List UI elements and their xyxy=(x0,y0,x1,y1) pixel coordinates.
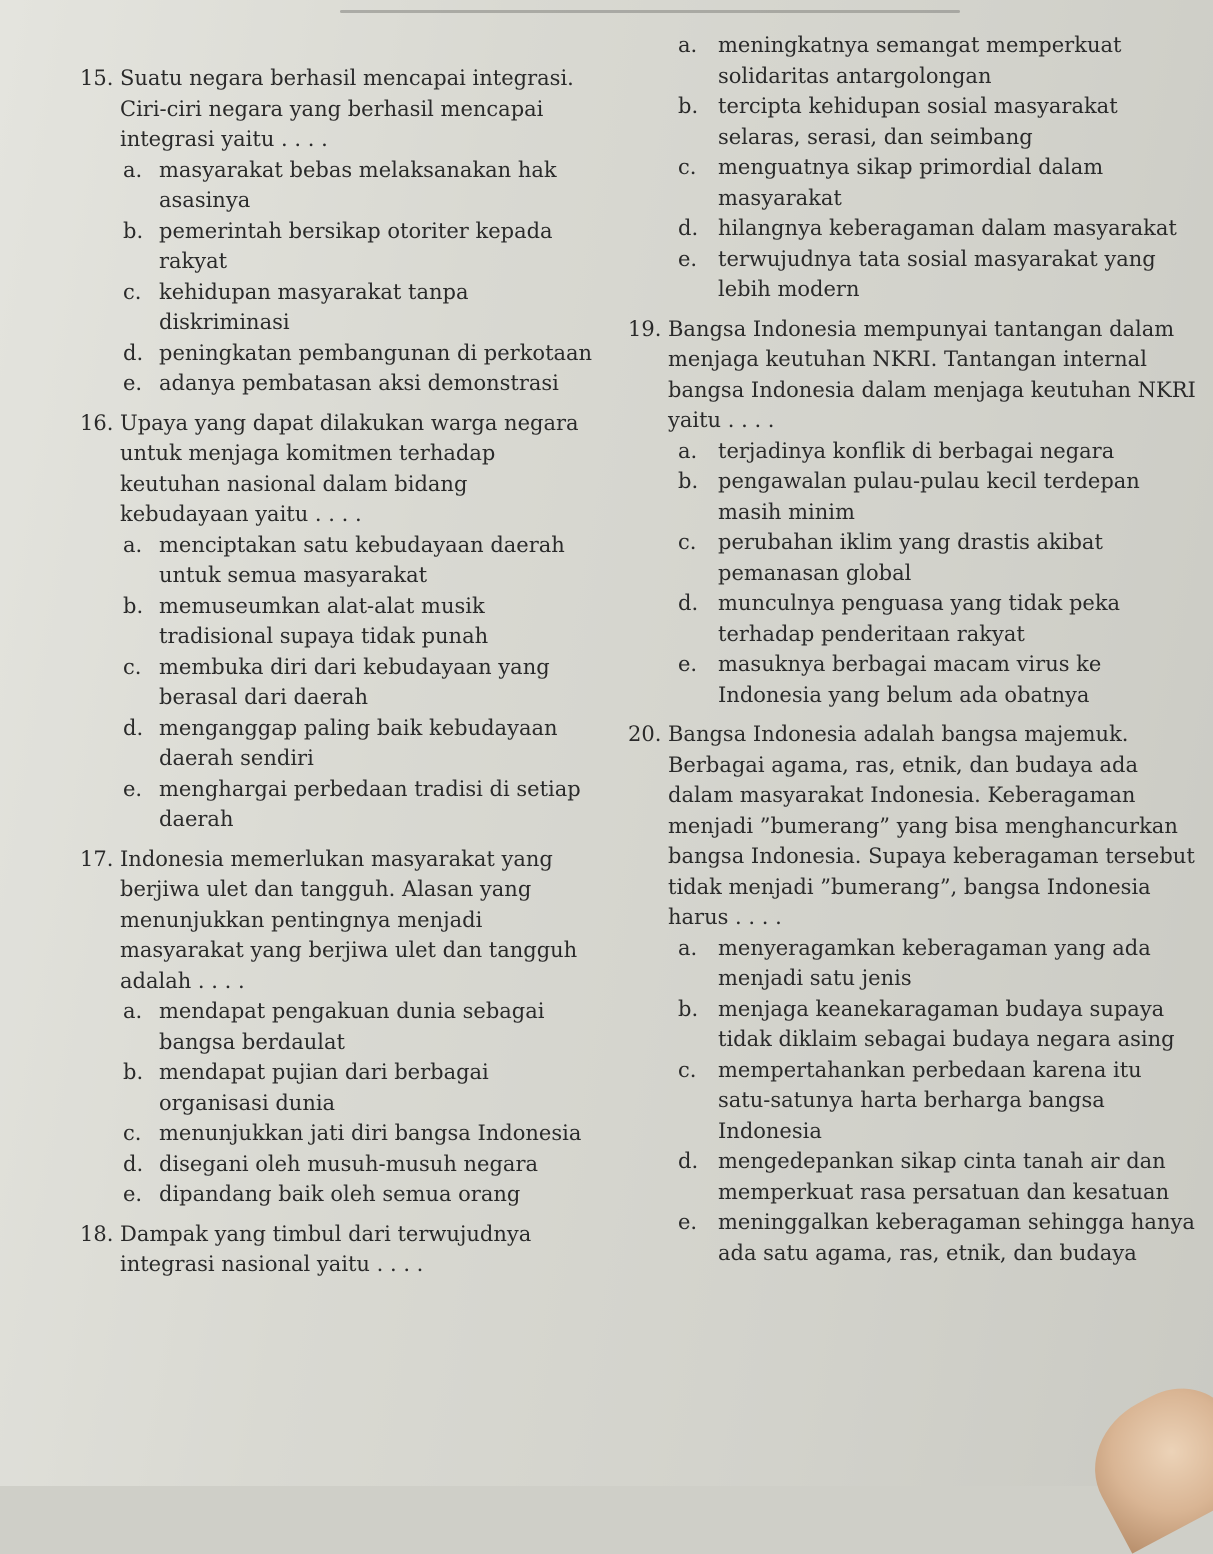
option[interactable] xyxy=(123,652,600,713)
option-letter: a. xyxy=(678,438,698,463)
question-text: Indonesia memerlukan masyarakat yang berjiwa ulet dan tangguh. Alasan yang menunjukkan pentingnya menjadi masyarakat yang berjiwa ulet dan tangguh adalah . . . . xyxy=(120,846,578,993)
option-letter: d. xyxy=(123,1151,144,1176)
question-16 xyxy=(80,408,600,835)
option-text: mendapat pujian dari berbagai organisasi dunia xyxy=(159,1060,489,1115)
option-letter: e. xyxy=(678,652,698,676)
option-letter: b. xyxy=(678,469,699,493)
option[interactable] xyxy=(678,30,1198,91)
question-19 xyxy=(628,314,1198,711)
option-text: adanya pembatasan aksi demonstrasi xyxy=(159,371,559,395)
option-text: hilangnya keberagaman dalam masyarakat xyxy=(718,216,1177,240)
option-letter: a. xyxy=(123,157,143,182)
option[interactable] xyxy=(678,213,1198,244)
question-number: 17. xyxy=(80,846,114,871)
option-letter: c. xyxy=(123,654,142,679)
option[interactable] xyxy=(123,1057,600,1118)
option-letter: b. xyxy=(678,996,699,1021)
option[interactable] xyxy=(123,1118,600,1149)
option-letter: e. xyxy=(678,246,698,271)
question-number: 19. xyxy=(628,316,662,341)
option-letter: e. xyxy=(123,1182,143,1206)
option-text: mempertahankan perbedaan karena itu satu-satunya harta berharga bangsa Indonesia xyxy=(718,1057,1142,1143)
option[interactable] xyxy=(678,527,1198,588)
option[interactable] xyxy=(678,994,1198,1055)
option[interactable] xyxy=(678,91,1198,152)
question-15 xyxy=(80,63,600,399)
option-letter: e. xyxy=(123,776,143,801)
question-number: 15. xyxy=(80,66,114,90)
option-text: peningkatan pembangunan di perkotaan xyxy=(159,340,593,365)
left-column xyxy=(80,63,600,1289)
question-number: 20. xyxy=(628,722,662,746)
option-letter: a. xyxy=(123,999,143,1023)
option-text: menguatnya sikap primordial dalam masyarakat xyxy=(718,155,1104,210)
option-text: menciptakan satu kebudayaan daerah untuk semua masyarakat xyxy=(159,532,565,587)
option[interactable] xyxy=(678,1207,1198,1268)
question-20 xyxy=(628,719,1198,1268)
option-text: kehidupan masyarakat tanpa diskriminasi xyxy=(159,279,469,334)
option-text: perubahan iklim yang drastis akibat pemanasan global xyxy=(718,530,1103,585)
option[interactable] xyxy=(678,933,1198,994)
option-text: menghargai perbedaan tradisi di setiap daerah xyxy=(159,776,581,831)
option-letter: d. xyxy=(678,216,699,240)
option-letter: d. xyxy=(123,340,144,365)
question-18 xyxy=(80,1219,600,1280)
option-text: dipandang baik oleh semua orang xyxy=(159,1182,521,1206)
option[interactable] xyxy=(123,996,600,1057)
option-text: menjaga keanekaragaman budaya supaya tidak diklaim sebagai budaya negara asing xyxy=(718,996,1175,1051)
option[interactable] xyxy=(123,713,600,774)
option-text: masuknya berbagai macam virus ke Indonesia yang belum ada obatnya xyxy=(718,652,1102,707)
option-letter: b. xyxy=(123,1060,144,1084)
option-letter: a. xyxy=(678,33,698,57)
option[interactable] xyxy=(123,1149,600,1180)
option-text: masyarakat bebas melaksanakan hak asasinya xyxy=(159,157,557,212)
option-letter: c. xyxy=(678,530,697,554)
option-letter: b. xyxy=(678,94,699,118)
option-letter: d. xyxy=(123,715,144,740)
option[interactable] xyxy=(123,774,600,835)
option-letter: e. xyxy=(678,1210,698,1234)
option[interactable] xyxy=(678,588,1198,649)
option[interactable] xyxy=(123,155,600,216)
option-letter: d. xyxy=(678,1149,699,1173)
question-text: Bangsa Indonesia adalah bangsa majemuk. Berbagai agama, ras, etnik, dan budaya ada dalam masyarakat Indonesia. Keberagaman menjadi ”bumerang” yang bisa menghancurkan bangsa Indonesia. Supaya keberagaman tersebut tidak menjadi ”bumerang”, bangsa Indonesia harus . . . . xyxy=(668,722,1195,929)
right-column xyxy=(628,30,1198,1277)
question-text: Dampak yang timbul dari terwujudnya integrasi nasional yaitu . . . . xyxy=(120,1221,532,1276)
option-letter: e. xyxy=(123,371,143,395)
option-text: pemerintah bersikap otoriter kepada rakyat xyxy=(159,218,553,273)
question-text: Suatu negara berhasil mencapai integrasi. Ciri-ciri negara yang berhasil mencapai integrasi yaitu . . . . xyxy=(120,66,574,151)
question-number: 16. xyxy=(80,410,114,435)
option-text: menyeragamkan keberagaman yang ada menjadi satu jenis xyxy=(718,935,1151,990)
option-letter: a. xyxy=(678,935,698,960)
option[interactable] xyxy=(678,244,1198,305)
option-text: munculnya penguasa yang tidak peka terhadap penderitaan rakyat xyxy=(718,591,1121,646)
question-17 xyxy=(80,844,600,1210)
page-edge-line xyxy=(340,10,960,13)
option[interactable] xyxy=(123,530,600,591)
option-letter: c. xyxy=(123,1121,142,1145)
option-text: tercipta kehidupan sosial masyarakat selaras, serasi, dan seimbang xyxy=(718,94,1118,149)
question-18-options xyxy=(628,30,1198,305)
option-text: pengawalan pulau-pulau kecil terdepan masih minim xyxy=(718,469,1140,524)
option[interactable] xyxy=(123,277,600,338)
option-letter: c. xyxy=(678,155,697,179)
option-text: disegani oleh musuh-musuh negara xyxy=(159,1151,539,1176)
option[interactable] xyxy=(678,1146,1198,1207)
option-letter: b. xyxy=(123,593,144,618)
option[interactable] xyxy=(678,436,1198,467)
option-text: menunjukkan jati diri bangsa Indonesia xyxy=(159,1121,582,1145)
option-text: meninggalkan keberagaman sehingga hanya ada satu agama, ras, etnik, dan budaya xyxy=(718,1210,1195,1265)
option[interactable] xyxy=(123,1179,600,1210)
option-text: terwujudnya tata sosial masyarakat yang lebih modern xyxy=(718,246,1156,301)
option[interactable] xyxy=(678,1055,1198,1147)
option-letter: d. xyxy=(678,591,699,615)
option[interactable] xyxy=(123,368,600,399)
option-text: memuseumkan alat-alat musik tradisional supaya tidak punah xyxy=(159,593,489,648)
option-text: membuka diri dari kebudayaan yang berasal dari daerah xyxy=(159,654,550,709)
finger-in-corner xyxy=(1071,1368,1213,1553)
option[interactable] xyxy=(123,338,600,369)
option[interactable] xyxy=(123,216,600,277)
option-letter: b. xyxy=(123,218,144,243)
option-text: mengedepankan sikap cinta tanah air dan memperkuat rasa persatuan dan kesatuan xyxy=(718,1149,1170,1204)
option[interactable] xyxy=(678,152,1198,213)
option-text: mendapat pengakuan dunia sebagai bangsa berdaulat xyxy=(159,999,545,1054)
option-text: meningkatnya semangat memperkuat solidaritas antargolongan xyxy=(718,33,1122,88)
question-text: Upaya yang dapat dilakukan warga negara untuk menjaga komitmen terhadap keutuhan nasional dalam bidang kebudayaan yaitu . . . . xyxy=(120,410,579,526)
option[interactable] xyxy=(678,649,1198,710)
question-text: Bangsa Indonesia mempunyai tantangan dalam menjaga keutuhan NKRI. Tantangan internal bangsa Indonesia dalam menjaga keutuhan NKRI yaitu . . . . xyxy=(668,316,1196,432)
option-text: menganggap paling baik kebudayaan daerah sendiri xyxy=(159,715,558,770)
question-number: 18. xyxy=(80,1221,114,1246)
option[interactable] xyxy=(123,591,600,652)
option-text: terjadinya konflik di berbagai negara xyxy=(718,438,1115,463)
option[interactable] xyxy=(678,466,1198,527)
option-letter: a. xyxy=(123,532,143,557)
option-letter: c. xyxy=(123,279,142,304)
option-letter: c. xyxy=(678,1057,697,1082)
